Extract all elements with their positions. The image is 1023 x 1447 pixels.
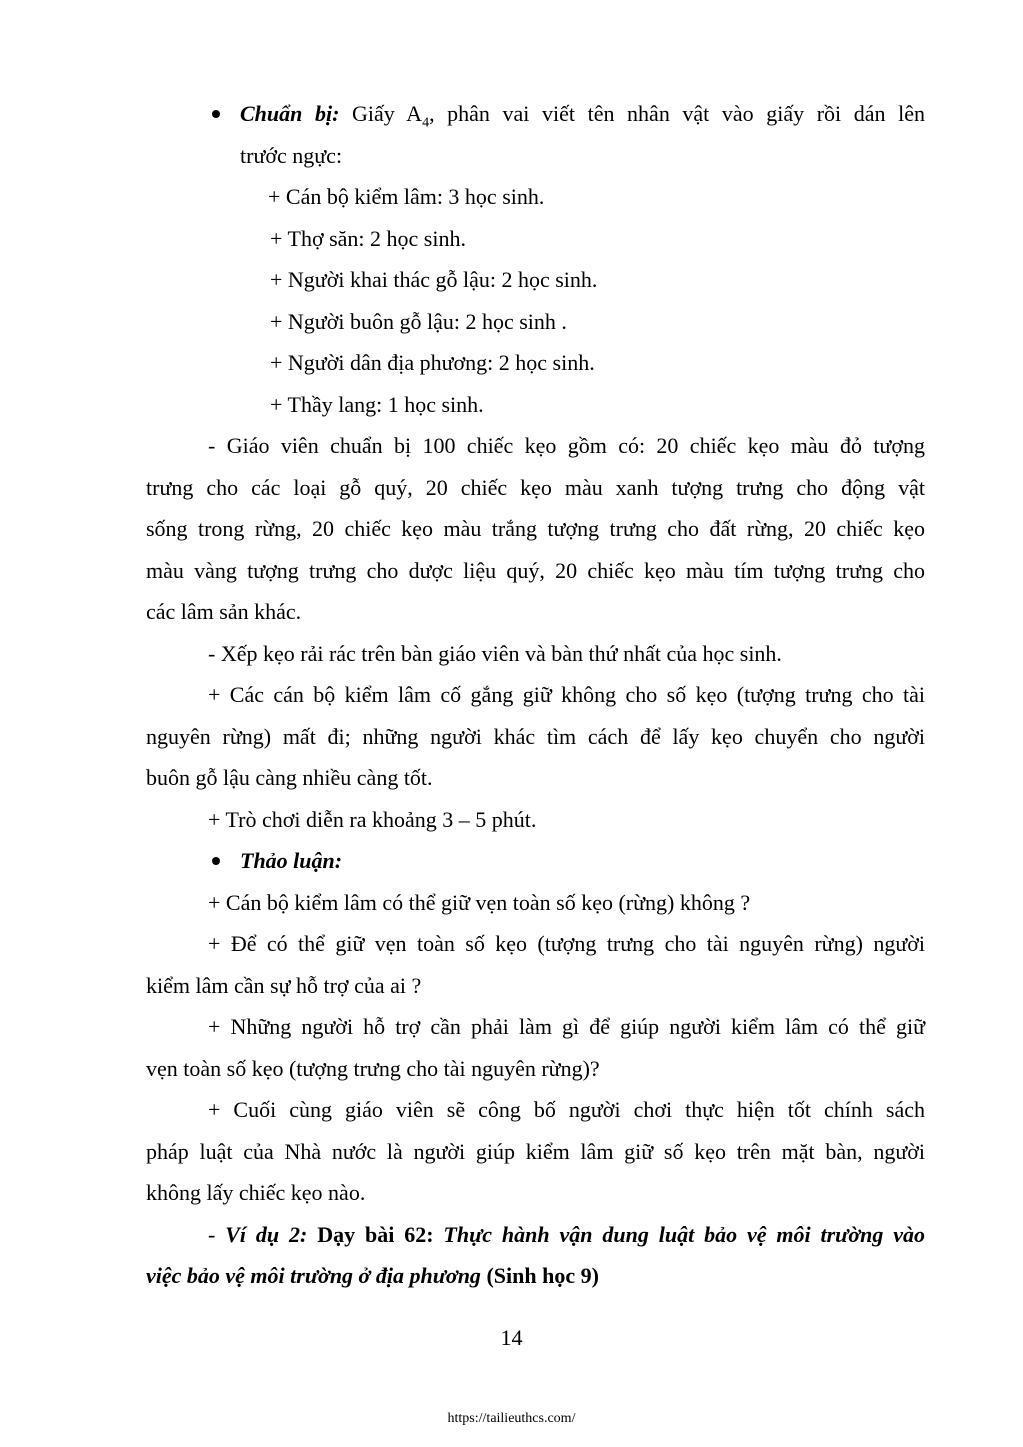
role-item: + Người dân địa phương: 2 học sinh. (270, 350, 595, 375)
candy-line: các lâm sản khác. (146, 599, 302, 624)
role-item: + Người khai thác gỗ lậu: 2 học sinh. (270, 267, 598, 292)
bullet-icon (212, 857, 220, 865)
footer-url[interactable]: https://tailieuthcs.com/ (447, 1411, 576, 1426)
prep-sub: 4 (422, 115, 430, 131)
rules-line: buôn gỗ lậu càng nhiều càng tốt. (146, 765, 433, 790)
question-line: + Để có thể giữ vẹn toàn số kẹo (tượng trưng cho tài nguyên rừng) người (208, 931, 925, 956)
candy-line: trưng cho các loại gỗ quý, 20 chiếc kẹo màu xanh tượng trưng cho động vật (146, 475, 925, 500)
question-line: pháp luật của Nhà nước là người giúp kiểm lâm giữ số kẹo trên mặt bàn, người (146, 1139, 925, 1164)
example-dash: - (208, 1222, 226, 1247)
question-line: + Cán bộ kiểm lâm có thể giữ vẹn toàn số kẹo (rừng) không ? (208, 890, 751, 915)
example-lesson: Dạy bài 62: (307, 1222, 444, 1247)
prep-continuation: trước ngực: (240, 143, 343, 168)
arrange-line: - Xếp kẹo rải rác trên bàn giáo viên và bàn thứ nhất của học sinh. (208, 641, 782, 666)
role-item: + Thợ săn: 2 học sinh. (270, 226, 466, 251)
role-item: + Thầy lang: 1 học sinh. (270, 392, 484, 417)
example-subject: (Sinh học 9) (480, 1263, 599, 1288)
example-title-1: Thực hành vận dung luật bảo vệ môi trường vào (443, 1222, 926, 1247)
example-line-1 (208, 1224, 925, 1246)
example-title-2: việc bảo vệ môi trường ở địa phương (146, 1263, 481, 1288)
duration-line: + Trò chơi diễn ra khoảng 3 – 5 phút. (208, 807, 537, 832)
example-line-2 (146, 1265, 599, 1287)
role-item: + Cán bộ kiểm lâm: 3 học sinh. (268, 184, 545, 209)
question-line: kiểm lâm cần sự hỗ trợ của ai ? (146, 973, 422, 998)
candy-line: màu vàng tượng trưng cho dược liệu quý, 20 chiếc kẹo màu tím tượng trưng cho (146, 558, 925, 583)
candy-line: - Giáo viên chuẩn bị 100 chiếc kẹo gồm có: 20 chiếc kẹo màu đỏ tượng (208, 433, 925, 458)
discuss-label (240, 850, 342, 872)
prep-text-b: , phân vai viết tên nhân vật vào giấy rồi dán lên (429, 101, 925, 126)
question-line: + Cuối cùng giáo viên sẽ công bố người chơi thực hiện tốt chính sách (208, 1097, 925, 1122)
rules-line: + Các cán bộ kiểm lâm cố gắng giữ không cho số kẹo (tượng trưng cho tài (208, 682, 925, 707)
question-line: + Những người hỗ trợ cần phải làm gì để giúp người kiểm lâm có thể giữ (208, 1014, 925, 1039)
question-line: không lấy chiếc kẹo nào. (146, 1180, 366, 1205)
example-label: Ví dụ 2: (225, 1222, 308, 1247)
question-line: vẹn toàn số kẹo (tượng trưng cho tài nguyên rừng)? (146, 1056, 600, 1081)
page-number: 14 (500, 1325, 523, 1350)
prep-label: Chuẩn bị: (240, 101, 340, 126)
prep-text-a: Giấy A (339, 101, 423, 126)
bullet-icon (212, 110, 220, 118)
prep-line (240, 103, 925, 130)
discuss-label-text: Thảo luận: (240, 848, 343, 873)
candy-line: sống trong rừng, 20 chiếc kẹo màu trắng tượng trưng cho đất rừng, 20 chiếc kẹo (146, 516, 925, 541)
role-item: + Người buôn gỗ lậu: 2 học sinh . (270, 309, 567, 334)
rules-line: nguyên rừng) mất đi; những người khác tìm cách để lấy kẹo chuyển cho người (146, 724, 925, 749)
